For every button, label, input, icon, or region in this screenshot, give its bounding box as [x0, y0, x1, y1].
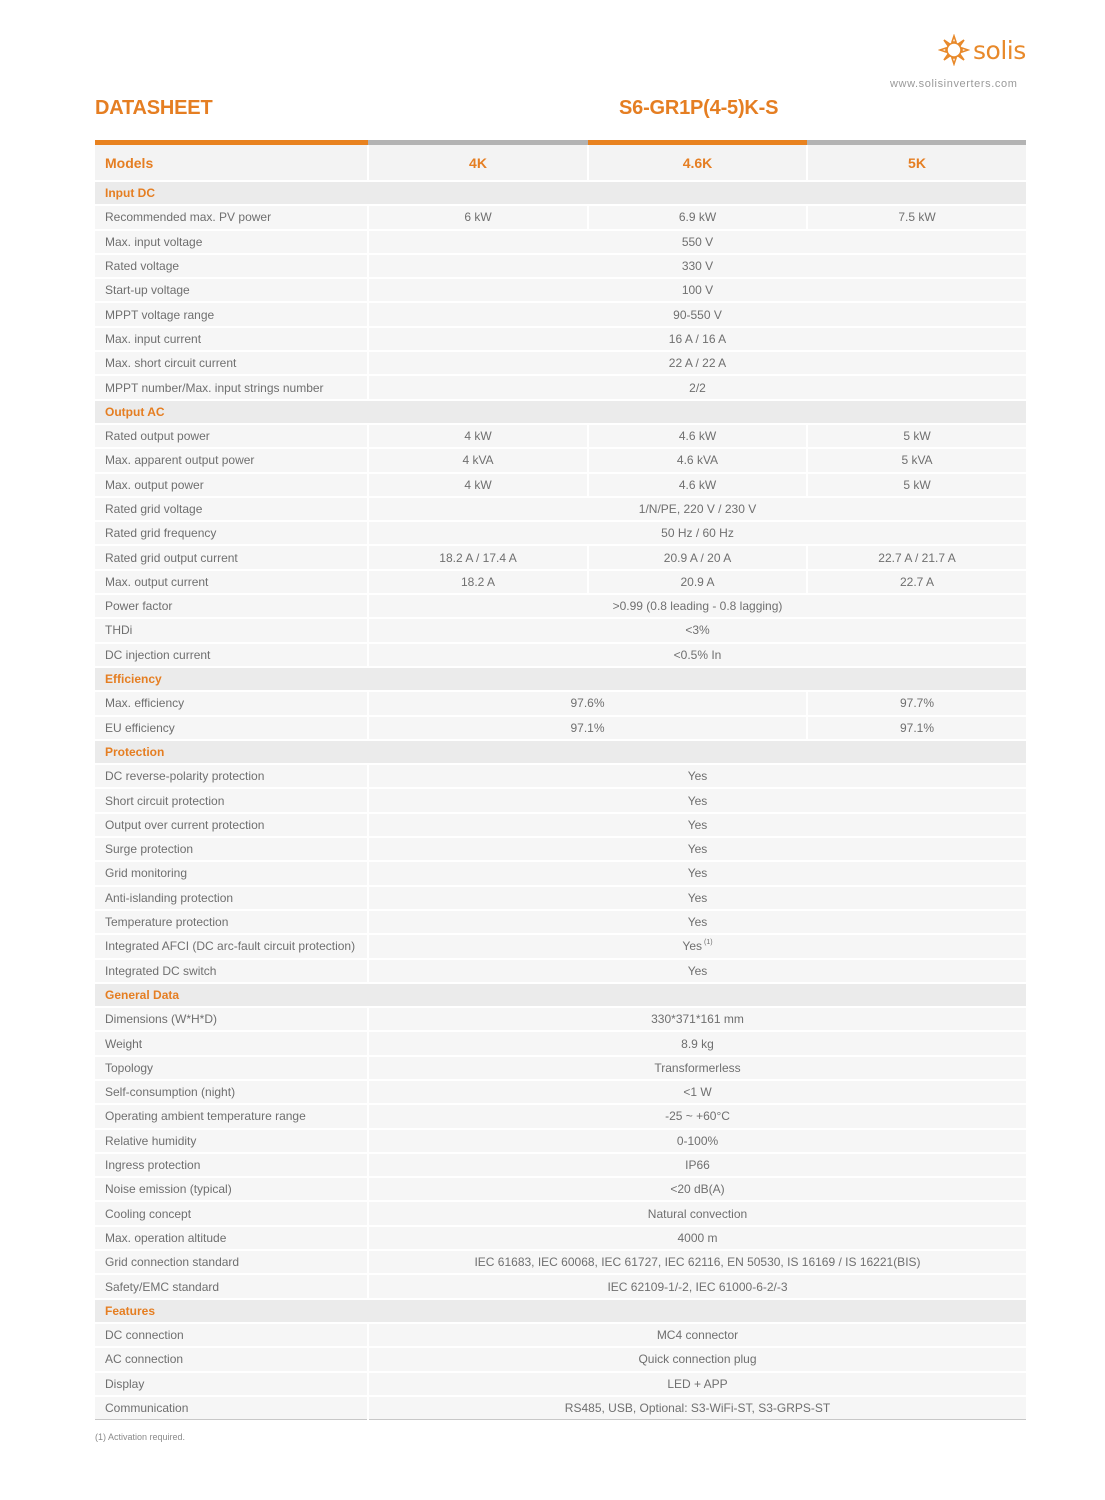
table-row: [95, 1347, 1026, 1371]
value-text: 4000 m: [677, 1230, 718, 1245]
row-label: Max. input current: [95, 327, 368, 351]
table-row: [95, 1007, 1026, 1031]
table-row: [95, 351, 1026, 375]
row-value: [368, 1226, 1026, 1250]
row-label: Max. output current: [95, 570, 368, 594]
model-4k: 4K: [368, 145, 588, 181]
row-label: Grid monitoring: [95, 861, 368, 885]
row-label: Rated output power: [95, 424, 368, 448]
value-text: 8.9 kg: [681, 1036, 714, 1051]
footnote-ref: (1): [704, 939, 713, 947]
row-value: 5 kVA: [807, 448, 1026, 472]
model-title: S6-GR1P(4-5)K-S: [619, 97, 779, 119]
table-row: [95, 545, 1026, 569]
value-text: >0.99 (0.8 leading - 0.8 lagging): [612, 599, 783, 614]
value-text: 550 V: [681, 234, 714, 249]
table-row: [95, 813, 1026, 837]
row-label: Cooling concept: [95, 1201, 368, 1225]
table-row: [95, 1080, 1026, 1104]
models-header-row: [95, 145, 1026, 181]
row-label: DC connection: [95, 1323, 368, 1347]
sun-icon: [938, 34, 970, 66]
row-value: 97.6%: [368, 691, 807, 715]
value-text: IEC 61683, IEC 60068, IEC 61727, IEC 62116, EN 50530, IS 16169 / IS 16221(BIS): [474, 1255, 921, 1270]
value-text: IP66: [685, 1158, 710, 1173]
value-text: LED + APP: [667, 1376, 728, 1391]
brand-logo: [938, 34, 1026, 66]
table-row: [95, 1274, 1026, 1298]
row-value: [368, 1104, 1026, 1128]
row-value: [368, 1274, 1026, 1298]
row-value: 18.2 A: [368, 570, 588, 594]
table-row: [95, 327, 1026, 351]
row-value: [368, 351, 1026, 375]
table-row: [95, 1226, 1026, 1250]
value-text: <3%: [685, 623, 710, 638]
table-row: [95, 375, 1026, 399]
value-text: <0.5% In: [673, 647, 722, 662]
row-value: [368, 278, 1026, 302]
row-value: [368, 327, 1026, 351]
row-value: [368, 375, 1026, 399]
row-value: [368, 1396, 1026, 1420]
row-value: [368, 1153, 1026, 1177]
row-label: Operating ambient temperature range: [95, 1104, 368, 1128]
table-row: [95, 788, 1026, 812]
row-value: 6 kW: [368, 205, 588, 229]
row-label: MPPT number/Max. input strings number: [95, 375, 368, 399]
table-row: [95, 230, 1026, 254]
table-row: [95, 886, 1026, 910]
row-label: Short circuit protection: [95, 788, 368, 812]
row-label: Max. output power: [95, 473, 368, 497]
row-label: Communication: [95, 1396, 368, 1420]
value-text: Transformerless: [654, 1060, 741, 1075]
section-title: Output AC: [95, 400, 1026, 424]
row-value: [368, 1031, 1026, 1055]
model-4-6k: 4.6K: [588, 145, 807, 181]
row-label: Relative humidity: [95, 1129, 368, 1153]
row-value: [368, 910, 1026, 934]
row-value: [368, 1007, 1026, 1031]
table-row: [95, 205, 1026, 229]
row-value: 97.1%: [807, 716, 1026, 740]
row-label: Display: [95, 1372, 368, 1396]
row-value: [368, 230, 1026, 254]
row-label: Max. short circuit current: [95, 351, 368, 375]
table-row: [95, 1201, 1026, 1225]
value-text: 22 A / 22 A: [668, 356, 727, 371]
value-text: 16 A / 16 A: [668, 331, 727, 346]
row-value: 97.7%: [807, 691, 1026, 715]
spec-table: [95, 145, 1026, 1420]
table-row: [95, 1250, 1026, 1274]
row-value: [368, 521, 1026, 545]
value-text: 330 V: [681, 259, 714, 274]
row-value: [368, 1372, 1026, 1396]
row-label: Noise emission (typical): [95, 1177, 368, 1201]
row-value: 18.2 A / 17.4 A: [368, 545, 588, 569]
value-text: Yes: [687, 963, 708, 978]
table-row: [95, 254, 1026, 278]
value-text: 90-550 V: [673, 307, 722, 322]
value-text: -25 ~ +60°C: [665, 1109, 730, 1124]
table-row: [95, 1396, 1026, 1420]
table-row: [95, 1177, 1026, 1201]
section-header-efficiency: [95, 667, 1026, 691]
section-title: Features: [95, 1299, 1026, 1323]
row-value: 4 kW: [368, 473, 588, 497]
value-text: <1 W: [683, 1085, 712, 1100]
row-value: [368, 837, 1026, 861]
row-label: Max. efficiency: [95, 691, 368, 715]
page-title: DATASHEET: [95, 97, 213, 119]
table-row: [95, 764, 1026, 788]
row-value: 4 kW: [368, 424, 588, 448]
row-label: MPPT voltage range: [95, 302, 368, 326]
row-label: Self-consumption (night): [95, 1080, 368, 1104]
row-label: Max. operation altitude: [95, 1226, 368, 1250]
row-value: 4.6 kVA: [588, 448, 807, 472]
row-value: [368, 788, 1026, 812]
table-row: [95, 716, 1026, 740]
row-value: [368, 594, 1026, 618]
row-label: Topology: [95, 1056, 368, 1080]
table-row: [95, 910, 1026, 934]
row-value: [368, 861, 1026, 885]
row-value: [368, 1201, 1026, 1225]
value-text: 2/2: [689, 380, 706, 395]
row-value: [368, 934, 1026, 958]
row-value: 7.5 kW: [807, 205, 1026, 229]
row-value: [368, 1323, 1026, 1347]
row-value: [368, 886, 1026, 910]
section-header-output-ac: [95, 400, 1026, 424]
row-value: [368, 1080, 1026, 1104]
row-label: Rated grid voltage: [95, 497, 368, 521]
table-row: [95, 278, 1026, 302]
value-text: 0-100%: [676, 1133, 719, 1148]
row-label: THDi: [95, 618, 368, 642]
row-label: Weight: [95, 1031, 368, 1055]
row-label: Grid connection standard: [95, 1250, 368, 1274]
table-row: [95, 424, 1026, 448]
row-label: Max. input voltage: [95, 230, 368, 254]
row-value: 22.7 A: [807, 570, 1026, 594]
row-label: Max. apparent output power: [95, 448, 368, 472]
table-row: [95, 594, 1026, 618]
value-text: Quick connection plug: [638, 1352, 757, 1367]
value-text: 1/N/PE, 220 V / 230 V: [638, 502, 757, 516]
table-row: [95, 302, 1026, 326]
row-label: Safety/EMC standard: [95, 1274, 368, 1298]
value-text: <20 dB(A): [670, 1182, 725, 1197]
value-text: 330*371*161 mm: [651, 1012, 744, 1027]
table-row: [95, 691, 1026, 715]
table-row: [95, 1372, 1026, 1396]
section-title: Efficiency: [95, 667, 1026, 691]
table-row: [95, 1104, 1026, 1128]
row-value: [368, 302, 1026, 326]
row-label: Recommended max. PV power: [95, 205, 368, 229]
row-value: [368, 764, 1026, 788]
row-label: EU efficiency: [95, 716, 368, 740]
section-title: General Data: [95, 983, 1026, 1007]
row-label: Rated grid frequency: [95, 521, 368, 545]
section-title: Input DC: [95, 181, 1026, 205]
row-value: [368, 1129, 1026, 1153]
table-row: [95, 521, 1026, 545]
row-value: [368, 1347, 1026, 1371]
row-label: Ingress protection: [95, 1153, 368, 1177]
table-row: [95, 1323, 1026, 1347]
row-label: DC reverse-polarity protection: [95, 764, 368, 788]
row-value: 20.9 A / 20 A: [588, 545, 807, 569]
table-row: [95, 643, 1026, 667]
value-text: 50 Hz / 60 Hz: [661, 526, 734, 541]
value-text: Yes: [687, 915, 708, 930]
row-label: AC connection: [95, 1347, 368, 1371]
row-label: Temperature protection: [95, 910, 368, 934]
footnote: (1) Activation required.: [95, 1432, 186, 1442]
row-value: 22.7 A / 21.7 A: [807, 545, 1026, 569]
brand-name: solis: [973, 35, 1026, 65]
table-row: [95, 837, 1026, 861]
models-label: Models: [95, 145, 368, 181]
row-value: 4.6 kW: [588, 424, 807, 448]
value-text: Yes: [687, 769, 708, 784]
section-header-features: [95, 1299, 1026, 1323]
website-link[interactable]: www.solisinverters.com: [890, 78, 1018, 90]
row-value: 4.6 kW: [588, 473, 807, 497]
row-label: Integrated AFCI (DC arc-fault circuit protection): [95, 934, 368, 958]
table-row: [95, 448, 1026, 472]
table-row: [95, 959, 1026, 983]
row-label: Power factor: [95, 594, 368, 618]
row-label: Surge protection: [95, 837, 368, 861]
value-text: Yes: [687, 890, 708, 905]
row-label: DC injection current: [95, 643, 368, 667]
row-value: [368, 959, 1026, 983]
row-value: 97.1%: [368, 716, 807, 740]
row-value: [368, 618, 1026, 642]
table-row: [95, 934, 1026, 958]
value-text: Yes: [687, 817, 708, 832]
table-row: [95, 618, 1026, 642]
row-label: Integrated DC switch: [95, 959, 368, 983]
row-value: [368, 1056, 1026, 1080]
value-text: IEC 62109-1/-2, IEC 61000-6-2/-3: [607, 1279, 788, 1294]
row-label: Rated grid output current: [95, 545, 368, 569]
value-text: Yes: [687, 793, 708, 808]
table-row: [95, 497, 1026, 521]
row-label: Rated voltage: [95, 254, 368, 278]
row-value: [368, 254, 1026, 278]
row-value: 5 kW: [807, 473, 1026, 497]
row-value: [368, 1250, 1026, 1274]
value-text: RS485, USB, Optional: S3-WiFi-ST, S3-GRPS-ST: [564, 1400, 831, 1415]
section-header-input-dc: [95, 181, 1026, 205]
table-row: [95, 861, 1026, 885]
value-text: Natural convection: [647, 1206, 748, 1221]
table-row: [95, 473, 1026, 497]
value-text: Yes: [687, 866, 708, 881]
table-row: [95, 570, 1026, 594]
row-value: [368, 497, 1026, 521]
row-value: [368, 1177, 1026, 1201]
value-text: 100 V: [681, 283, 714, 298]
row-value: 6.9 kW: [588, 205, 807, 229]
row-value: [368, 643, 1026, 667]
table-row: [95, 1031, 1026, 1055]
table-row: [95, 1056, 1026, 1080]
row-value: [368, 813, 1026, 837]
row-label: Dimensions (W*H*D): [95, 1007, 368, 1031]
section-title: Protection: [95, 740, 1026, 764]
value-text: Yes: [682, 939, 702, 954]
section-header-general-data: [95, 983, 1026, 1007]
section-header-protection: [95, 740, 1026, 764]
value-text: MC4 connector: [656, 1328, 739, 1343]
value-text: Yes: [687, 842, 708, 857]
row-value: 5 kW: [807, 424, 1026, 448]
table-row: [95, 1129, 1026, 1153]
table-row: [95, 1153, 1026, 1177]
row-value: 20.9 A: [588, 570, 807, 594]
model-5k: 5K: [807, 145, 1026, 181]
row-label: Output over current protection: [95, 813, 368, 837]
row-label: Anti-islanding protection: [95, 886, 368, 910]
row-label: Start-up voltage: [95, 278, 368, 302]
row-value: 4 kVA: [368, 448, 588, 472]
